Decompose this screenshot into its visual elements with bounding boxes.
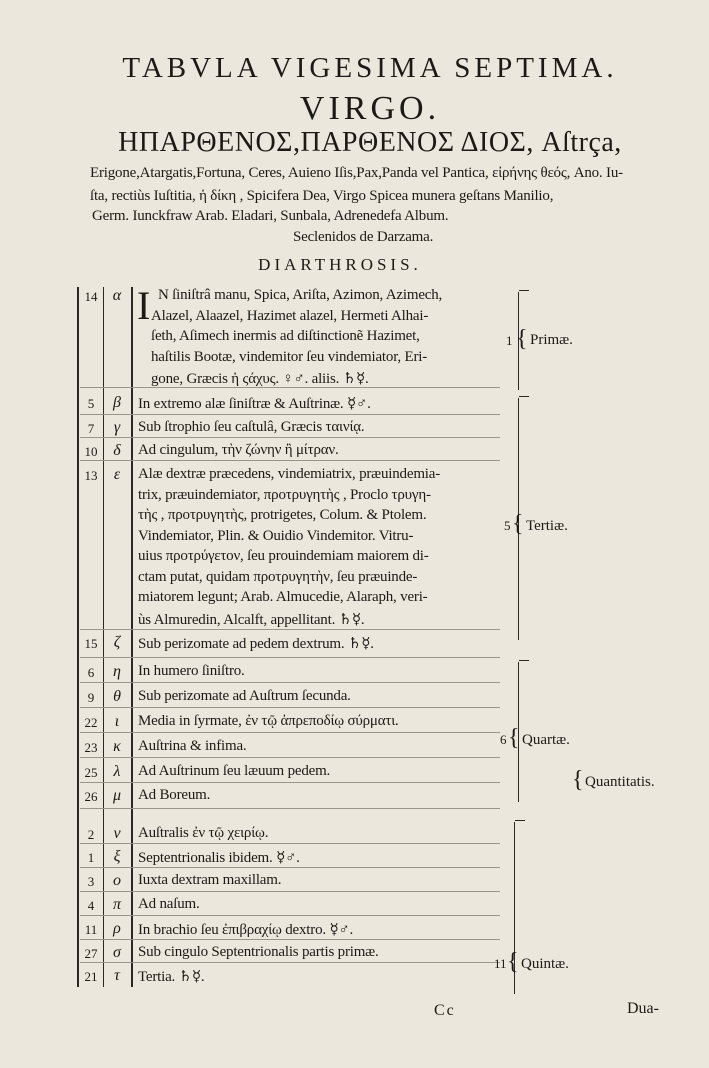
star-number: 14 (84, 289, 98, 304)
quantitatis-label: Quantitatis. (585, 774, 655, 790)
star-description-line: Ad Auſtrinum ſeu læuum pedem. (138, 763, 331, 779)
bayer-letter: ι (114, 713, 120, 730)
bayer-letter: ο (113, 872, 121, 889)
brace-icon: { (507, 949, 519, 975)
bayer-letter: κ (113, 738, 121, 755)
bayer-letter: β (113, 394, 121, 411)
star-number: 21 (84, 969, 98, 984)
bayer-letter: ξ (113, 848, 121, 865)
star-description-line: Ad naſum. (138, 896, 200, 912)
row-separator (80, 629, 500, 630)
bayer-letter: α (112, 287, 122, 304)
bayer-letter: δ (113, 442, 121, 459)
row-separator (80, 732, 500, 733)
star-description-line: In brachio ſeu ἐπιβραχίῳ dextro. ☿♂. (138, 922, 354, 938)
bayer-letter: λ (113, 763, 121, 780)
star-description-line: Sub ſtrophio ſeu caſtulâ, Græcis ταινίᾳ. (138, 419, 365, 435)
row-separator (80, 867, 500, 868)
star-description-line: ctam putat, quidam προτρυγητὴν, ſeu præuinde- (138, 568, 418, 585)
row-separator (80, 437, 500, 438)
star-description-line: Alazel, Alaazel, Hazimet alazel, Hermeti Alhai- (151, 307, 429, 324)
star-description-line: τὴς , προτρυγητὴς, protrigetes, Colum. & Ptolem. (138, 507, 427, 523)
row-separator (80, 657, 500, 658)
row-separator (80, 682, 500, 683)
star-number: 2 (87, 827, 95, 842)
star-description-line: N ſiniſtrâ manu, Spica, Ariſta, Azimon, Azimech, (158, 287, 443, 303)
row-separator (80, 808, 500, 809)
intro-line: Germ. Iunckfraw Arab. Eladari, Sunbala, Adrenedefa Album. (92, 208, 449, 224)
intro-line: Seclenidos de Darzama. (293, 229, 434, 245)
bayer-letter: ν (113, 825, 121, 842)
star-description-line: Alæ dextræ præcedens, vindemiatrix, præuindemia- (138, 466, 441, 482)
bayer-letter: γ (113, 419, 121, 436)
signature-mark: Cc (434, 1002, 456, 1019)
star-description-line: ſeth, Aſimech inermis ad diſtinctionẽ Hazimet, (151, 328, 420, 344)
star-description-line: Sub perizomate ad Auſtrum ſecunda. (138, 688, 351, 704)
row-separator (80, 891, 500, 892)
row-separator (80, 939, 500, 940)
star-number: 15 (84, 636, 98, 651)
brace-icon: { (572, 767, 584, 793)
brace-icon: { (508, 725, 520, 751)
greek-names-line: ΗΠΑΡΘΕΝΟΣ,ΠΑΡΘΕΝΟΣ ΔΙΟΣ, Aſtrça, (118, 127, 622, 158)
star-description-line: gone, Græcis ἡ ςάχυς. ♀♂. aliis. ♄☿. (151, 371, 369, 387)
star-description-line: In humero ſiniſtro. (138, 663, 245, 679)
star-description-line: ùs Almuredin, Alcalft, appellitant. ♄☿. (138, 611, 365, 628)
bayer-letter: ε (113, 466, 121, 483)
star-description-line: uius προτρύγετον, ſeu prouindemiam maiorem di- (138, 548, 429, 564)
letter-column-rule (131, 287, 133, 987)
star-description-line: Media in ſyrmate, ἐν τῷ ἀπρεποδίῳ σύρματι. (138, 713, 399, 729)
star-number: 6 (87, 665, 95, 680)
bayer-letter: θ (113, 688, 121, 705)
star-number: 13 (84, 468, 98, 483)
zodiac-sign-heading: VIRGO. (299, 90, 441, 127)
bayer-letter: π (112, 896, 121, 913)
star-description-line: Sub cingulo Septentrionalis partis primæ. (138, 944, 379, 960)
bayer-letter: ζ (113, 634, 121, 651)
group-count: 6 (500, 732, 507, 747)
left-rule (77, 287, 79, 987)
group-name: Primæ. (530, 332, 573, 348)
row-separator (80, 757, 500, 758)
star-number: 3 (87, 874, 95, 889)
intro-line: ſta, rectiùs Iuſtitia, ἡ δίκη , Spicifera Dea, Virgo Spicea munera geſtans Manilio, (90, 188, 554, 204)
intro-line: Erigone,Atargatis,Fortuna, Ceres, Auieno Iſis,Pax,Panda vel Pantica, εἰρήνης θεός, Ano. Iu- (90, 165, 623, 181)
row-separator (80, 915, 500, 916)
star-description-line: miatorem legunt; Arab. Almucedie, Alaraph, veri- (138, 589, 428, 605)
group-name: Tertiæ. (526, 518, 568, 534)
number-column-rule (103, 287, 104, 987)
row-separator (80, 782, 500, 783)
star-description-line: Sub perizomate ad pedem dextrum. ♄☿. (138, 636, 374, 652)
star-number: 5 (87, 396, 95, 411)
star-description-line: Vindemiator, Plin. & Ouidio Vindemitor. Vitru- (138, 527, 414, 544)
bayer-letter: τ (114, 967, 120, 984)
star-number: 1 (87, 850, 95, 865)
row-separator (80, 414, 500, 415)
star-description-line: haſtilis Bootæ, vindemitor ſeu vindemiator, Eri- (151, 348, 428, 365)
star-number: 26 (84, 789, 98, 804)
brace-icon: { (516, 326, 528, 352)
group-count: 1 (506, 333, 513, 348)
bayer-letter: σ (113, 944, 121, 961)
star-description-line: Septentrionalis ibidem. ☿♂. (138, 850, 300, 866)
star-description-line: Ad cingulum, τὴν ζώνην ἢ μίτραν. (138, 442, 339, 458)
star-description-line: Iuxta dextram maxillam. (138, 872, 282, 888)
star-description-line: Ad Boreum. (138, 787, 211, 803)
star-number: 27 (84, 946, 98, 961)
group-count: 5 (504, 518, 511, 533)
star-number: 9 (87, 690, 95, 705)
star-number: 11 (84, 922, 98, 937)
diarthrosis-heading: DIARTHROSIS. (258, 255, 422, 274)
star-description-line: In extremo alæ ſiniſtræ & Auſtrinæ. ☿♂. (138, 396, 371, 412)
group-count: 11 (494, 956, 507, 971)
bayer-letter: μ (112, 787, 122, 804)
star-number: 4 (87, 898, 95, 913)
star-number: 25 (84, 765, 98, 780)
star-description-line: trix, præuindemiator, προτρυγητὴς , Proclo τρυγη- (138, 486, 431, 503)
group-name: Quartæ. (522, 732, 570, 748)
star-number: 22 (84, 715, 98, 730)
star-description-line: Tertia. ♄☿. (138, 969, 205, 985)
star-description-line: Auſtralis ἐν τῷ χειρίῳ. (138, 825, 269, 841)
row-separator (80, 962, 500, 963)
row-separator (80, 460, 500, 461)
catchword: Dua- (627, 1000, 659, 1017)
brace-icon: { (512, 511, 524, 537)
star-number: 10 (84, 444, 98, 459)
bayer-letter: η (113, 663, 121, 680)
star-number: 7 (87, 421, 95, 436)
star-description-line: Auſtrina & infima. (138, 738, 247, 754)
initial-capital: I (137, 283, 151, 328)
row-separator (80, 843, 500, 844)
table-title: TABVLA VIGESIMA SEPTIMA. (122, 52, 618, 84)
row-separator (80, 707, 500, 708)
group-name: Quintæ. (521, 956, 569, 972)
bayer-letter: ρ (113, 920, 121, 937)
star-number: 23 (84, 740, 98, 755)
